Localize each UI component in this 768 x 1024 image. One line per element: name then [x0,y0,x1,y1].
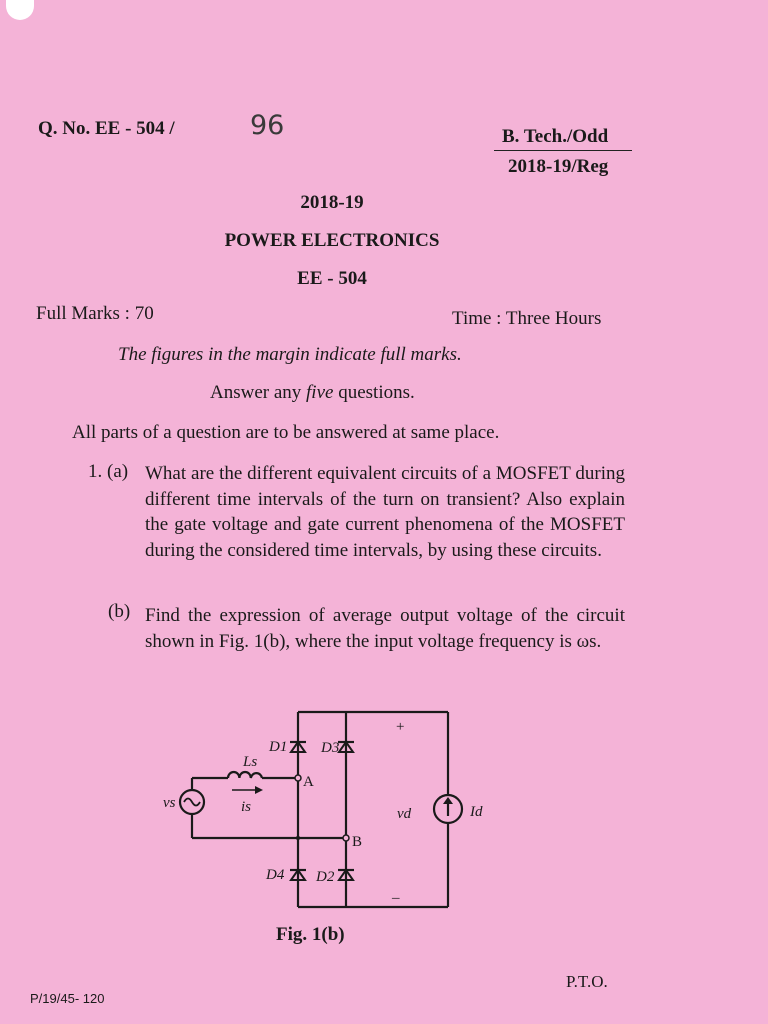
label-d2: D2 [316,869,335,885]
punch-hole [6,0,34,20]
footer-code: P/19/45- 120 [30,991,105,1006]
question-1-number [88,461,128,483]
label-d1: D1 [269,739,288,755]
label-d3: D3 [321,740,340,756]
figure-caption: Fig. 1(b) [276,924,345,945]
node-a-dot [295,775,301,781]
label-minus: – [392,890,400,906]
label-vs: vs [163,795,176,811]
label-plus: + [396,719,405,735]
part-b-text: Find the expression of average output voltage of the circuit shown in Fig. 1(b), where the input voltage frequency is ωs. [145,605,625,652]
current-arrow-icon [443,797,453,804]
answer-instruction [210,382,415,404]
page-turn-note: P.T.O. [566,972,608,991]
label-node-a: A [303,774,314,790]
is-direction-icon [232,786,263,794]
header-divider [494,150,632,151]
ac-source-icon [180,790,204,814]
circuit-diagram [150,700,490,922]
label-ls: Ls [243,754,258,770]
answer-instruction-post: questions. [333,382,415,403]
subject-title: POWER ELECTRONICS [224,230,440,251]
inductor-icon [228,772,262,778]
session-label: 2018-19/Reg [508,156,609,177]
label-node-b: B [352,834,363,850]
question-number: Q. No. EE - 504 / [38,118,175,139]
margin-instruction: The figures in the margin indicate full marks. [118,344,462,365]
full-marks: Full Marks : 70 [36,303,154,324]
label-is: is [241,799,252,815]
label-id: Id [470,804,483,820]
part-a-label: (a) [107,461,129,482]
time-allowed: Time : Three Hours [452,308,602,329]
label-d4: D4 [266,867,285,883]
answer-instruction-pre: Answer any [210,382,307,403]
handwritten-number: 96 [250,110,285,141]
part-b-label: (b) [108,601,131,622]
same-place-instruction: All parts of a question are to be answered at same place. [72,422,500,443]
node-b-dot [343,835,349,841]
question-1-num-text: 1. [88,461,103,482]
course-code: EE - 504 [297,268,367,289]
exam-year: 2018-19 [300,192,364,213]
program-label: B. Tech./Odd [502,126,609,147]
junction-dot [296,836,300,840]
answer-instruction-count: five [306,382,334,403]
label-vd: vd [397,806,412,822]
part-a-text: What are the different equivalent circuits of a MOSFET during different time intervals of the turn on transient? Also explain the gate voltage and gate current phenomena of the MOSFET during the considered time intervals, by using these circuits. [145,463,625,561]
